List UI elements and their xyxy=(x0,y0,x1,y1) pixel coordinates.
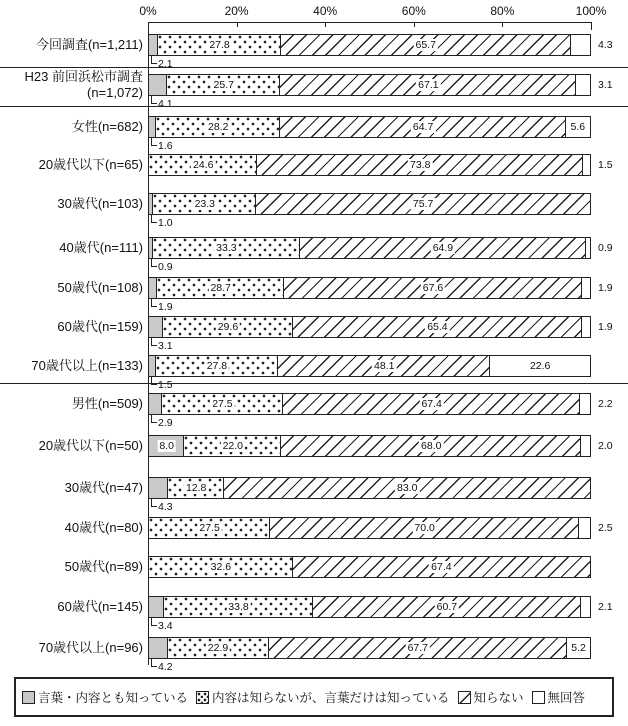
no-answer-value-label: 1.9 xyxy=(598,321,613,333)
axis-tick-label: 80% xyxy=(490,4,515,18)
value-label: 67.7 xyxy=(407,642,428,654)
row-label xyxy=(0,193,143,215)
row-label-text: 20歳代以下(n=65) xyxy=(38,157,143,173)
stacked-bar xyxy=(148,355,591,377)
gray-value-label: 3.4 xyxy=(158,620,173,632)
group-separator-line xyxy=(0,67,628,68)
group-separator-line xyxy=(0,106,628,107)
value-label: 68.0 xyxy=(421,440,442,452)
value-label: 27.5 xyxy=(212,398,233,410)
segment-plain xyxy=(581,436,590,456)
row-label-text: 30歳代(n=47) xyxy=(64,480,143,496)
no-answer-value-label: 0.9 xyxy=(598,242,613,254)
value-label: 67.6 xyxy=(422,282,444,294)
legend-item xyxy=(458,688,524,706)
gray-value-label: 1.6 xyxy=(158,140,173,152)
no-answer-value-label: 4.3 xyxy=(598,39,613,51)
legend-swatch-hatch-icon xyxy=(458,691,471,704)
value-label: 65.4 xyxy=(427,321,448,333)
stacked-bar xyxy=(148,277,591,299)
axis-tick-label: 0% xyxy=(139,4,157,18)
row-label xyxy=(0,154,143,176)
value-label: 24.6 xyxy=(193,159,214,171)
segment-gray xyxy=(149,35,158,55)
gray-leader-line xyxy=(151,96,157,104)
value-label: 22.9 xyxy=(207,642,229,654)
value-label: 12.8 xyxy=(185,482,207,494)
value-label: 64.7 xyxy=(412,121,434,133)
gray-leader-line xyxy=(151,499,157,507)
stacked-bar xyxy=(148,596,591,618)
row-label xyxy=(0,277,143,299)
segment-gray xyxy=(149,75,167,95)
segment-plain xyxy=(581,597,590,617)
segment-gray xyxy=(149,317,163,337)
legend-item xyxy=(196,688,450,706)
gray-leader-line xyxy=(151,259,157,267)
segment-plain xyxy=(586,238,590,258)
legend-label: 無回答 xyxy=(547,691,586,705)
segment-gray xyxy=(149,638,168,658)
segment-plain xyxy=(582,278,590,298)
row-label-text: 男性(n=509) xyxy=(71,396,143,412)
no-answer-value-label: 1.5 xyxy=(598,159,613,171)
value-label: 83.0 xyxy=(396,482,418,494)
value-label: 60.7 xyxy=(436,601,458,613)
value-label: 28.2 xyxy=(208,121,229,133)
segment-gray xyxy=(149,356,156,376)
row-label-text-line2: (n=1,072) xyxy=(86,85,143,100)
legend-swatch-plain-icon xyxy=(532,691,545,704)
axis-tick-label: 60% xyxy=(401,4,426,18)
value-label: 64.9 xyxy=(432,242,454,254)
value-label: 67.4 xyxy=(431,561,452,573)
row-label xyxy=(0,596,143,618)
value-label: 25.7 xyxy=(213,79,234,91)
gray-leader-line xyxy=(151,299,157,307)
row-label-text: 50歳代(n=108) xyxy=(57,280,143,296)
no-answer-value-label: 2.5 xyxy=(598,522,613,534)
stacked-bar xyxy=(148,477,591,499)
group-separator-line xyxy=(0,383,628,384)
axis-line xyxy=(148,22,591,23)
axis-tick-label: 40% xyxy=(313,4,338,18)
row-label-text: 50歳代(n=89) xyxy=(64,559,143,575)
value-label: 22.0 xyxy=(222,440,243,452)
gray-value-label: 4.2 xyxy=(158,661,173,673)
gray-leader-line xyxy=(151,659,157,667)
legend-swatch-gray-icon xyxy=(22,691,35,704)
gray-leader-line xyxy=(151,56,157,64)
value-label: 27.5 xyxy=(199,522,220,534)
legend-item xyxy=(22,688,188,706)
gray-value-label: 4.1 xyxy=(158,98,173,110)
no-answer-value-label: 2.1 xyxy=(598,601,613,613)
no-answer-value-label: 3.1 xyxy=(598,79,613,91)
stacked-bar xyxy=(148,517,591,539)
value-label: 67.1 xyxy=(418,79,439,91)
stacked-bar xyxy=(148,435,591,457)
row-label-text: 60歳代(n=145) xyxy=(57,599,143,615)
value-label: 28.7 xyxy=(210,282,231,294)
stacked-bar xyxy=(148,556,591,578)
value-label: 33.8 xyxy=(228,601,249,613)
gray-value-label: 1.9 xyxy=(158,301,173,313)
legend-label: 知らない xyxy=(473,691,524,705)
row-label xyxy=(0,637,143,659)
gray-value-label: 3.1 xyxy=(158,340,173,352)
axis-tick-mark xyxy=(591,22,592,30)
row-label-text: 60歳代(n=159) xyxy=(57,319,143,335)
segment-plain xyxy=(571,35,590,55)
stacked-bar xyxy=(148,34,591,56)
value-label: 8.0 xyxy=(159,440,174,452)
value-label: 5.2 xyxy=(571,642,586,654)
value-label: 67.4 xyxy=(421,398,442,410)
axis-tick-label: 100% xyxy=(575,4,607,18)
axis-tick-label: 20% xyxy=(224,4,249,18)
stacked-bar xyxy=(148,316,591,338)
row-label-text: H23 前回浜松市調査 xyxy=(24,69,143,85)
value-label: 23.3 xyxy=(194,198,215,210)
value-label: 32.6 xyxy=(210,561,232,573)
row-label xyxy=(0,34,143,56)
segment-gray xyxy=(149,394,162,414)
legend-label: 言葉・内容とも知っている xyxy=(38,691,189,705)
segment-gray xyxy=(149,478,168,498)
value-label: 22.6 xyxy=(529,360,551,372)
value-label: 27.8 xyxy=(206,360,228,372)
gray-leader-line xyxy=(151,215,157,223)
value-label: 75.7 xyxy=(412,198,434,210)
stacked-bar xyxy=(148,154,591,176)
value-label: 29.6 xyxy=(217,321,239,333)
row-label xyxy=(0,237,143,259)
gray-value-label: 2.1 xyxy=(158,58,173,70)
row-label xyxy=(0,435,143,457)
stacked-bar xyxy=(148,193,591,215)
value-label: 48.1 xyxy=(374,360,395,372)
segment-gray xyxy=(149,278,157,298)
row-label-text: 30歳代(n=103) xyxy=(57,196,143,212)
legend-item xyxy=(532,688,586,706)
row-label-text: 女性(n=682) xyxy=(71,119,143,135)
legend-box xyxy=(14,677,614,717)
stacked-bar xyxy=(148,116,591,138)
gray-value-label: 0.9 xyxy=(158,261,173,273)
gray-leader-line xyxy=(151,415,157,423)
value-label: 70.0 xyxy=(414,522,435,534)
segment-plain xyxy=(579,518,590,538)
segment-plain xyxy=(580,394,590,414)
stacked-bar xyxy=(148,637,591,659)
segment-plain xyxy=(576,75,590,95)
segment-plain xyxy=(582,317,590,337)
legend-swatch-dots-icon xyxy=(196,691,209,704)
no-answer-value-label: 1.9 xyxy=(598,282,613,294)
segment-gray xyxy=(149,597,164,617)
value-label: 73.8 xyxy=(409,159,431,171)
row-label xyxy=(0,517,143,539)
gray-value-label: 1.5 xyxy=(158,379,173,391)
row-label-text: 70歳代以上(n=96) xyxy=(38,640,143,656)
stacked-bar xyxy=(148,237,591,259)
row-label xyxy=(0,316,143,338)
row-label xyxy=(0,69,143,100)
stacked-bar xyxy=(148,393,591,415)
row-label xyxy=(0,393,143,415)
row-label-text: 40歳代(n=80) xyxy=(64,520,143,536)
row-label-text: 70歳代以上(n=133) xyxy=(31,358,143,374)
gray-leader-line xyxy=(151,338,157,346)
legend-label: 内容は知らないが、言葉だけは知っている xyxy=(212,691,450,705)
gray-value-label: 1.0 xyxy=(158,217,173,229)
value-label: 65.7 xyxy=(415,39,436,51)
row-label xyxy=(0,116,143,138)
value-label: 33.3 xyxy=(216,242,237,254)
gray-value-label: 4.3 xyxy=(158,501,173,513)
value-label: 5.6 xyxy=(570,121,586,133)
stacked-bar xyxy=(148,74,591,96)
value-label: 27.8 xyxy=(209,39,230,51)
row-label xyxy=(0,556,143,578)
no-answer-value-label: 2.0 xyxy=(598,440,613,452)
row-label xyxy=(0,477,143,499)
row-label-text: 20歳代以下(n=50) xyxy=(38,438,143,454)
row-label-text: 今回調査(n=1,211) xyxy=(35,37,143,53)
gray-value-label: 2.9 xyxy=(158,417,173,429)
row-label-text: 40歳代(n=111) xyxy=(59,240,143,256)
gray-leader-line xyxy=(151,618,157,626)
gray-leader-line xyxy=(151,138,157,146)
segment-plain xyxy=(583,155,590,175)
no-answer-value-label: 2.2 xyxy=(598,398,613,410)
segment-gray xyxy=(149,117,156,137)
row-label xyxy=(0,355,143,377)
